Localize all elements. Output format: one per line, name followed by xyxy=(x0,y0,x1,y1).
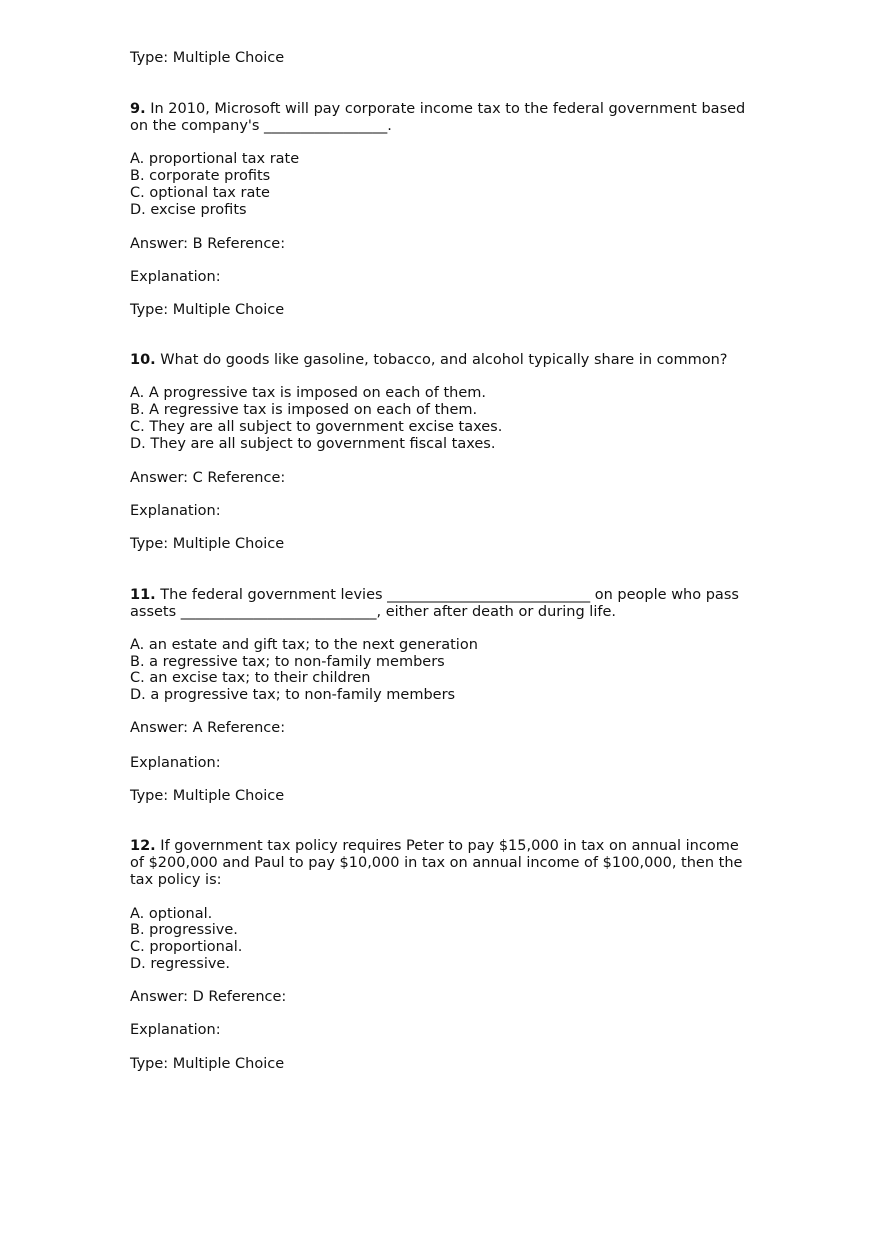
type-label: Type: Multiple Choice xyxy=(130,1056,285,1072)
question-number: 12. xyxy=(130,838,156,854)
question-stem-line: assets ___________________________, either after death or during life. xyxy=(130,604,616,620)
question-stem-line: 9. In 2010, Microsoft will pay corporate income tax to the federal government based xyxy=(130,101,746,117)
option-a: A. proportional tax rate xyxy=(130,151,300,167)
question-stem-line: 12. If government tax policy requires Peter to pay $15,000 in tax on annual income xyxy=(130,838,739,854)
type-label: Type: Multiple Choice xyxy=(130,788,285,804)
type-label: Type: Multiple Choice xyxy=(130,50,285,66)
answer-line: Answer: C Reference: xyxy=(130,470,286,486)
option-b: B. progressive. xyxy=(130,922,238,938)
option-a: A. optional. xyxy=(130,906,213,922)
question-stem-line: on the company's _________________. xyxy=(130,118,392,134)
explanation-line: Explanation: xyxy=(130,503,221,519)
explanation-line: Explanation: xyxy=(130,1022,221,1038)
option-d: D. regressive. xyxy=(130,956,230,972)
answer-line: Answer: B Reference: xyxy=(130,236,286,252)
explanation-line: Explanation: xyxy=(130,755,221,771)
option-d: D. a progressive tax; to non-family members xyxy=(130,687,456,703)
explanation-line: Explanation: xyxy=(130,269,221,285)
option-c: C. an excise tax; to their children xyxy=(130,670,371,686)
question-number: 10. xyxy=(130,352,156,368)
option-c: C. proportional. xyxy=(130,939,243,955)
answer-line: Answer: A Reference: xyxy=(130,720,286,736)
type-label: Type: Multiple Choice xyxy=(130,302,285,318)
option-d: D. They are all subject to government fiscal taxes. xyxy=(130,436,496,452)
option-b: B. A regressive tax is imposed on each of them. xyxy=(130,402,478,418)
question-number: 11. xyxy=(130,587,156,603)
option-b: B. corporate profits xyxy=(130,168,271,184)
type-label: Type: Multiple Choice xyxy=(130,536,285,552)
question-stem-line: tax policy is: xyxy=(130,872,222,888)
answer-line: Answer: D Reference: xyxy=(130,989,287,1005)
option-a: A. an estate and gift tax; to the next generation xyxy=(130,637,478,653)
question-stem-line: 11. The federal government levies ____________________________ on people who pass xyxy=(130,587,739,603)
question-stem-line: 10. What do goods like gasoline, tobacco, and alcohol typically share in common? xyxy=(130,352,728,368)
option-c: C. They are all subject to government excise taxes. xyxy=(130,419,503,435)
question-stem-line: of $200,000 and Paul to pay $10,000 in tax on annual income of $100,000, then the xyxy=(130,855,743,871)
option-d: D. excise profits xyxy=(130,202,247,218)
question-number: 9. xyxy=(130,101,146,117)
option-c: C. optional tax rate xyxy=(130,185,270,201)
option-b: B. a regressive tax; to non-family members xyxy=(130,654,445,670)
option-a: A. A progressive tax is imposed on each of them. xyxy=(130,385,486,401)
